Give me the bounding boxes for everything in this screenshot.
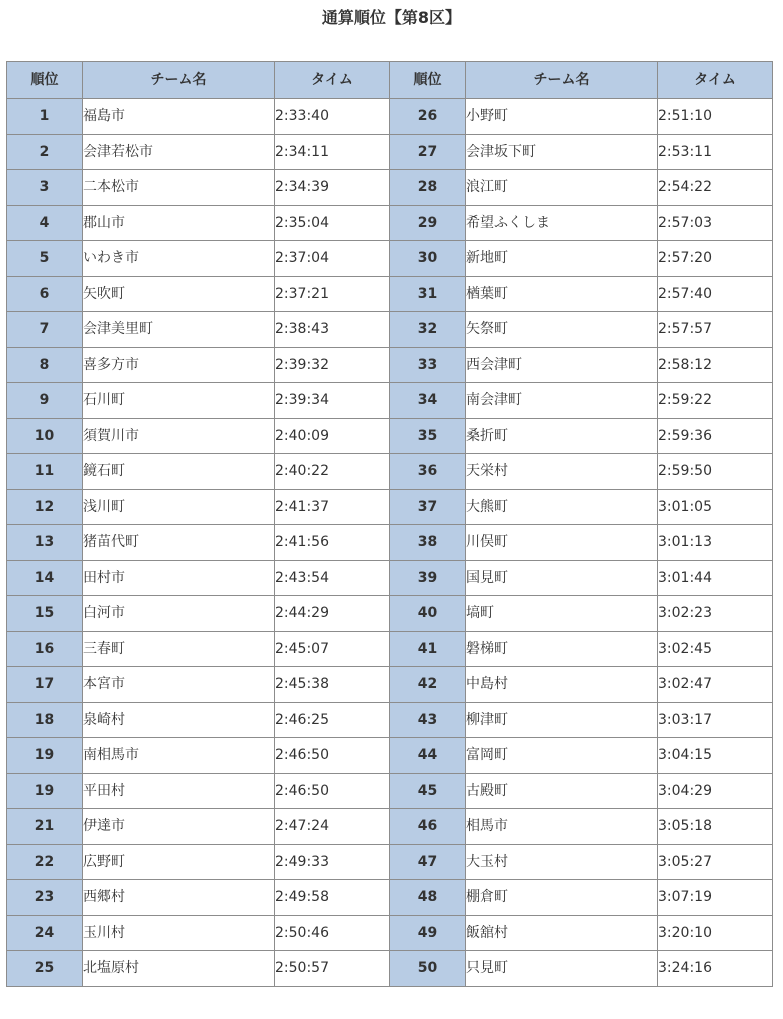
- right-time-cell: 3:20:10: [658, 915, 773, 951]
- left-rank-cell: 1: [7, 99, 83, 135]
- left-time-cell: 2:49:33: [275, 844, 390, 880]
- left-team-cell: 福島市: [83, 99, 275, 135]
- left-rank-cell: 16: [7, 631, 83, 667]
- left-team-cell: 田村市: [83, 560, 275, 596]
- right-team-cell: 楢葉町: [466, 276, 658, 312]
- table-row: [7, 844, 773, 880]
- right-team-cell: 富岡町: [466, 738, 658, 774]
- table-row: [7, 205, 773, 241]
- left-rank-cell: 12: [7, 489, 83, 525]
- standings-table: [6, 61, 773, 987]
- right-team-cell: 只見町: [466, 951, 658, 987]
- table-header: [7, 62, 773, 99]
- left-rank-cell: 9: [7, 383, 83, 419]
- right-rank-cell: 37: [390, 489, 466, 525]
- right-time-cell: 3:04:15: [658, 738, 773, 774]
- right-time-cell: 2:57:03: [658, 205, 773, 241]
- right-rank-cell: 44: [390, 738, 466, 774]
- right-time-cell: 3:04:29: [658, 773, 773, 809]
- table-row: [7, 454, 773, 490]
- right-time-cell: 3:03:17: [658, 702, 773, 738]
- left-rank-cell: 2: [7, 134, 83, 170]
- right-time-cell: 3:24:16: [658, 951, 773, 987]
- page-title: 通算順位【第8区】: [321, 8, 462, 27]
- right-rank-cell: 50: [390, 951, 466, 987]
- table-row: [7, 383, 773, 419]
- right-time-cell: 3:01:44: [658, 560, 773, 596]
- left-time-cell: 2:40:09: [275, 418, 390, 454]
- left-rank-cell: 22: [7, 844, 83, 880]
- left-team-cell: 玉川村: [83, 915, 275, 951]
- table-row: [7, 560, 773, 596]
- right-rank-cell: 39: [390, 560, 466, 596]
- left-team-cell: 鏡石町: [83, 454, 275, 490]
- right-rank-cell: 26: [390, 99, 466, 135]
- header-team-right: チーム名: [466, 62, 658, 99]
- right-team-cell: 大玉村: [466, 844, 658, 880]
- right-time-cell: 2:53:11: [658, 134, 773, 170]
- table-row: [7, 915, 773, 951]
- right-time-cell: 2:58:12: [658, 347, 773, 383]
- right-rank-cell: 45: [390, 773, 466, 809]
- left-rank-cell: 3: [7, 170, 83, 206]
- table-row: [7, 738, 773, 774]
- table-row: [7, 347, 773, 383]
- right-time-cell: 2:54:22: [658, 170, 773, 206]
- right-rank-cell: 47: [390, 844, 466, 880]
- right-rank-cell: 48: [390, 880, 466, 916]
- left-team-cell: 伊達市: [83, 809, 275, 845]
- left-time-cell: 2:43:54: [275, 560, 390, 596]
- right-rank-cell: 43: [390, 702, 466, 738]
- right-team-cell: 大熊町: [466, 489, 658, 525]
- right-team-cell: 天栄村: [466, 454, 658, 490]
- right-time-cell: 3:02:47: [658, 667, 773, 703]
- left-team-cell: 本宮市: [83, 667, 275, 703]
- right-time-cell: 2:57:40: [658, 276, 773, 312]
- right-team-cell: 小野町: [466, 99, 658, 135]
- left-time-cell: 2:44:29: [275, 596, 390, 632]
- right-time-cell: 3:01:05: [658, 489, 773, 525]
- right-rank-cell: 29: [390, 205, 466, 241]
- left-team-cell: 会津美里町: [83, 312, 275, 348]
- right-rank-cell: 30: [390, 241, 466, 277]
- table-row: [7, 525, 773, 561]
- left-time-cell: 2:39:34: [275, 383, 390, 419]
- left-rank-cell: 15: [7, 596, 83, 632]
- right-time-cell: 2:59:22: [658, 383, 773, 419]
- left-team-cell: 浅川町: [83, 489, 275, 525]
- left-team-cell: 猪苗代町: [83, 525, 275, 561]
- left-team-cell: 郡山市: [83, 205, 275, 241]
- left-time-cell: 2:38:43: [275, 312, 390, 348]
- left-rank-cell: 19: [7, 738, 83, 774]
- right-rank-cell: 46: [390, 809, 466, 845]
- table-row: [7, 99, 773, 135]
- right-time-cell: 3:01:13: [658, 525, 773, 561]
- left-team-cell: 会津若松市: [83, 134, 275, 170]
- left-rank-cell: 5: [7, 241, 83, 277]
- left-rank-cell: 4: [7, 205, 83, 241]
- right-rank-cell: 36: [390, 454, 466, 490]
- left-team-cell: いわき市: [83, 241, 275, 277]
- left-time-cell: 2:39:32: [275, 347, 390, 383]
- right-team-cell: 南会津町: [466, 383, 658, 419]
- left-rank-cell: 14: [7, 560, 83, 596]
- right-rank-cell: 35: [390, 418, 466, 454]
- left-rank-cell: 23: [7, 880, 83, 916]
- right-team-cell: 川俣町: [466, 525, 658, 561]
- right-time-cell: 3:07:19: [658, 880, 773, 916]
- right-rank-cell: 42: [390, 667, 466, 703]
- left-time-cell: 2:46:25: [275, 702, 390, 738]
- left-time-cell: 2:41:37: [275, 489, 390, 525]
- table-row: [7, 134, 773, 170]
- left-time-cell: 2:46:50: [275, 738, 390, 774]
- right-team-cell: 矢祭町: [466, 312, 658, 348]
- left-team-cell: 二本松市: [83, 170, 275, 206]
- right-rank-cell: 27: [390, 134, 466, 170]
- right-team-cell: 飯舘村: [466, 915, 658, 951]
- table-row: [7, 170, 773, 206]
- table-row: [7, 596, 773, 632]
- left-time-cell: 2:50:57: [275, 951, 390, 987]
- right-team-cell: 中島村: [466, 667, 658, 703]
- header-team-left: チーム名: [83, 62, 275, 99]
- left-time-cell: 2:34:39: [275, 170, 390, 206]
- left-rank-cell: 6: [7, 276, 83, 312]
- right-rank-cell: 34: [390, 383, 466, 419]
- right-rank-cell: 28: [390, 170, 466, 206]
- left-time-cell: 2:45:07: [275, 631, 390, 667]
- right-time-cell: 2:59:50: [658, 454, 773, 490]
- table-row: [7, 667, 773, 703]
- table-row: [7, 809, 773, 845]
- header-time-left: タイム: [275, 62, 390, 99]
- left-team-cell: 広野町: [83, 844, 275, 880]
- right-rank-cell: 41: [390, 631, 466, 667]
- right-time-cell: 2:59:36: [658, 418, 773, 454]
- left-rank-cell: 8: [7, 347, 83, 383]
- left-team-cell: 北塩原村: [83, 951, 275, 987]
- right-rank-cell: 31: [390, 276, 466, 312]
- right-rank-cell: 33: [390, 347, 466, 383]
- left-time-cell: 2:45:38: [275, 667, 390, 703]
- right-team-cell: 西会津町: [466, 347, 658, 383]
- right-team-cell: 古殿町: [466, 773, 658, 809]
- table-row: [7, 631, 773, 667]
- left-rank-cell: 19: [7, 773, 83, 809]
- left-time-cell: 2:49:58: [275, 880, 390, 916]
- left-time-cell: 2:46:50: [275, 773, 390, 809]
- right-team-cell: 相馬市: [466, 809, 658, 845]
- header-rank-left: 順位: [7, 62, 83, 99]
- left-time-cell: 2:40:22: [275, 454, 390, 490]
- right-time-cell: 3:02:23: [658, 596, 773, 632]
- right-team-cell: 会津坂下町: [466, 134, 658, 170]
- left-team-cell: 泉崎村: [83, 702, 275, 738]
- table-row: [7, 312, 773, 348]
- left-rank-cell: 21: [7, 809, 83, 845]
- right-team-cell: 柳津町: [466, 702, 658, 738]
- left-team-cell: 須賀川市: [83, 418, 275, 454]
- left-rank-cell: 18: [7, 702, 83, 738]
- left-team-cell: 喜多方市: [83, 347, 275, 383]
- left-time-cell: 2:41:56: [275, 525, 390, 561]
- left-rank-cell: 17: [7, 667, 83, 703]
- right-time-cell: 2:57:57: [658, 312, 773, 348]
- right-team-cell: 棚倉町: [466, 880, 658, 916]
- right-team-cell: 国見町: [466, 560, 658, 596]
- right-time-cell: 3:05:27: [658, 844, 773, 880]
- right-team-cell: 磐梯町: [466, 631, 658, 667]
- left-team-cell: 矢吹町: [83, 276, 275, 312]
- left-team-cell: 平田村: [83, 773, 275, 809]
- right-team-cell: 浪江町: [466, 170, 658, 206]
- left-rank-cell: 24: [7, 915, 83, 951]
- table-row: [7, 951, 773, 987]
- right-team-cell: 桑折町: [466, 418, 658, 454]
- right-rank-cell: 32: [390, 312, 466, 348]
- left-team-cell: 白河市: [83, 596, 275, 632]
- right-team-cell: 希望ふくしま: [466, 205, 658, 241]
- left-team-cell: 西郷村: [83, 880, 275, 916]
- left-time-cell: 2:37:21: [275, 276, 390, 312]
- table-body: [7, 99, 773, 987]
- left-rank-cell: 10: [7, 418, 83, 454]
- left-time-cell: 2:37:04: [275, 241, 390, 277]
- right-time-cell: 3:05:18: [658, 809, 773, 845]
- right-rank-cell: 49: [390, 915, 466, 951]
- header-row: [7, 62, 773, 99]
- header-time-right: タイム: [658, 62, 773, 99]
- left-team-cell: 石川町: [83, 383, 275, 419]
- table-row: [7, 880, 773, 916]
- right-time-cell: 2:57:20: [658, 241, 773, 277]
- left-team-cell: 三春町: [83, 631, 275, 667]
- right-rank-cell: 40: [390, 596, 466, 632]
- table-row: [7, 773, 773, 809]
- table-row: [7, 276, 773, 312]
- right-team-cell: 塙町: [466, 596, 658, 632]
- header-rank-right: 順位: [390, 62, 466, 99]
- left-rank-cell: 13: [7, 525, 83, 561]
- left-rank-cell: 25: [7, 951, 83, 987]
- left-rank-cell: 7: [7, 312, 83, 348]
- right-rank-cell: 38: [390, 525, 466, 561]
- right-time-cell: 2:51:10: [658, 99, 773, 135]
- table-row: [7, 418, 773, 454]
- left-rank-cell: 11: [7, 454, 83, 490]
- right-time-cell: 3:02:45: [658, 631, 773, 667]
- left-time-cell: 2:50:46: [275, 915, 390, 951]
- left-time-cell: 2:35:04: [275, 205, 390, 241]
- table-row: [7, 702, 773, 738]
- left-team-cell: 南相馬市: [83, 738, 275, 774]
- left-time-cell: 2:47:24: [275, 809, 390, 845]
- table-row: [7, 489, 773, 525]
- table-row: [7, 241, 773, 277]
- right-team-cell: 新地町: [466, 241, 658, 277]
- left-time-cell: 2:34:11: [275, 134, 390, 170]
- left-time-cell: 2:33:40: [275, 99, 390, 135]
